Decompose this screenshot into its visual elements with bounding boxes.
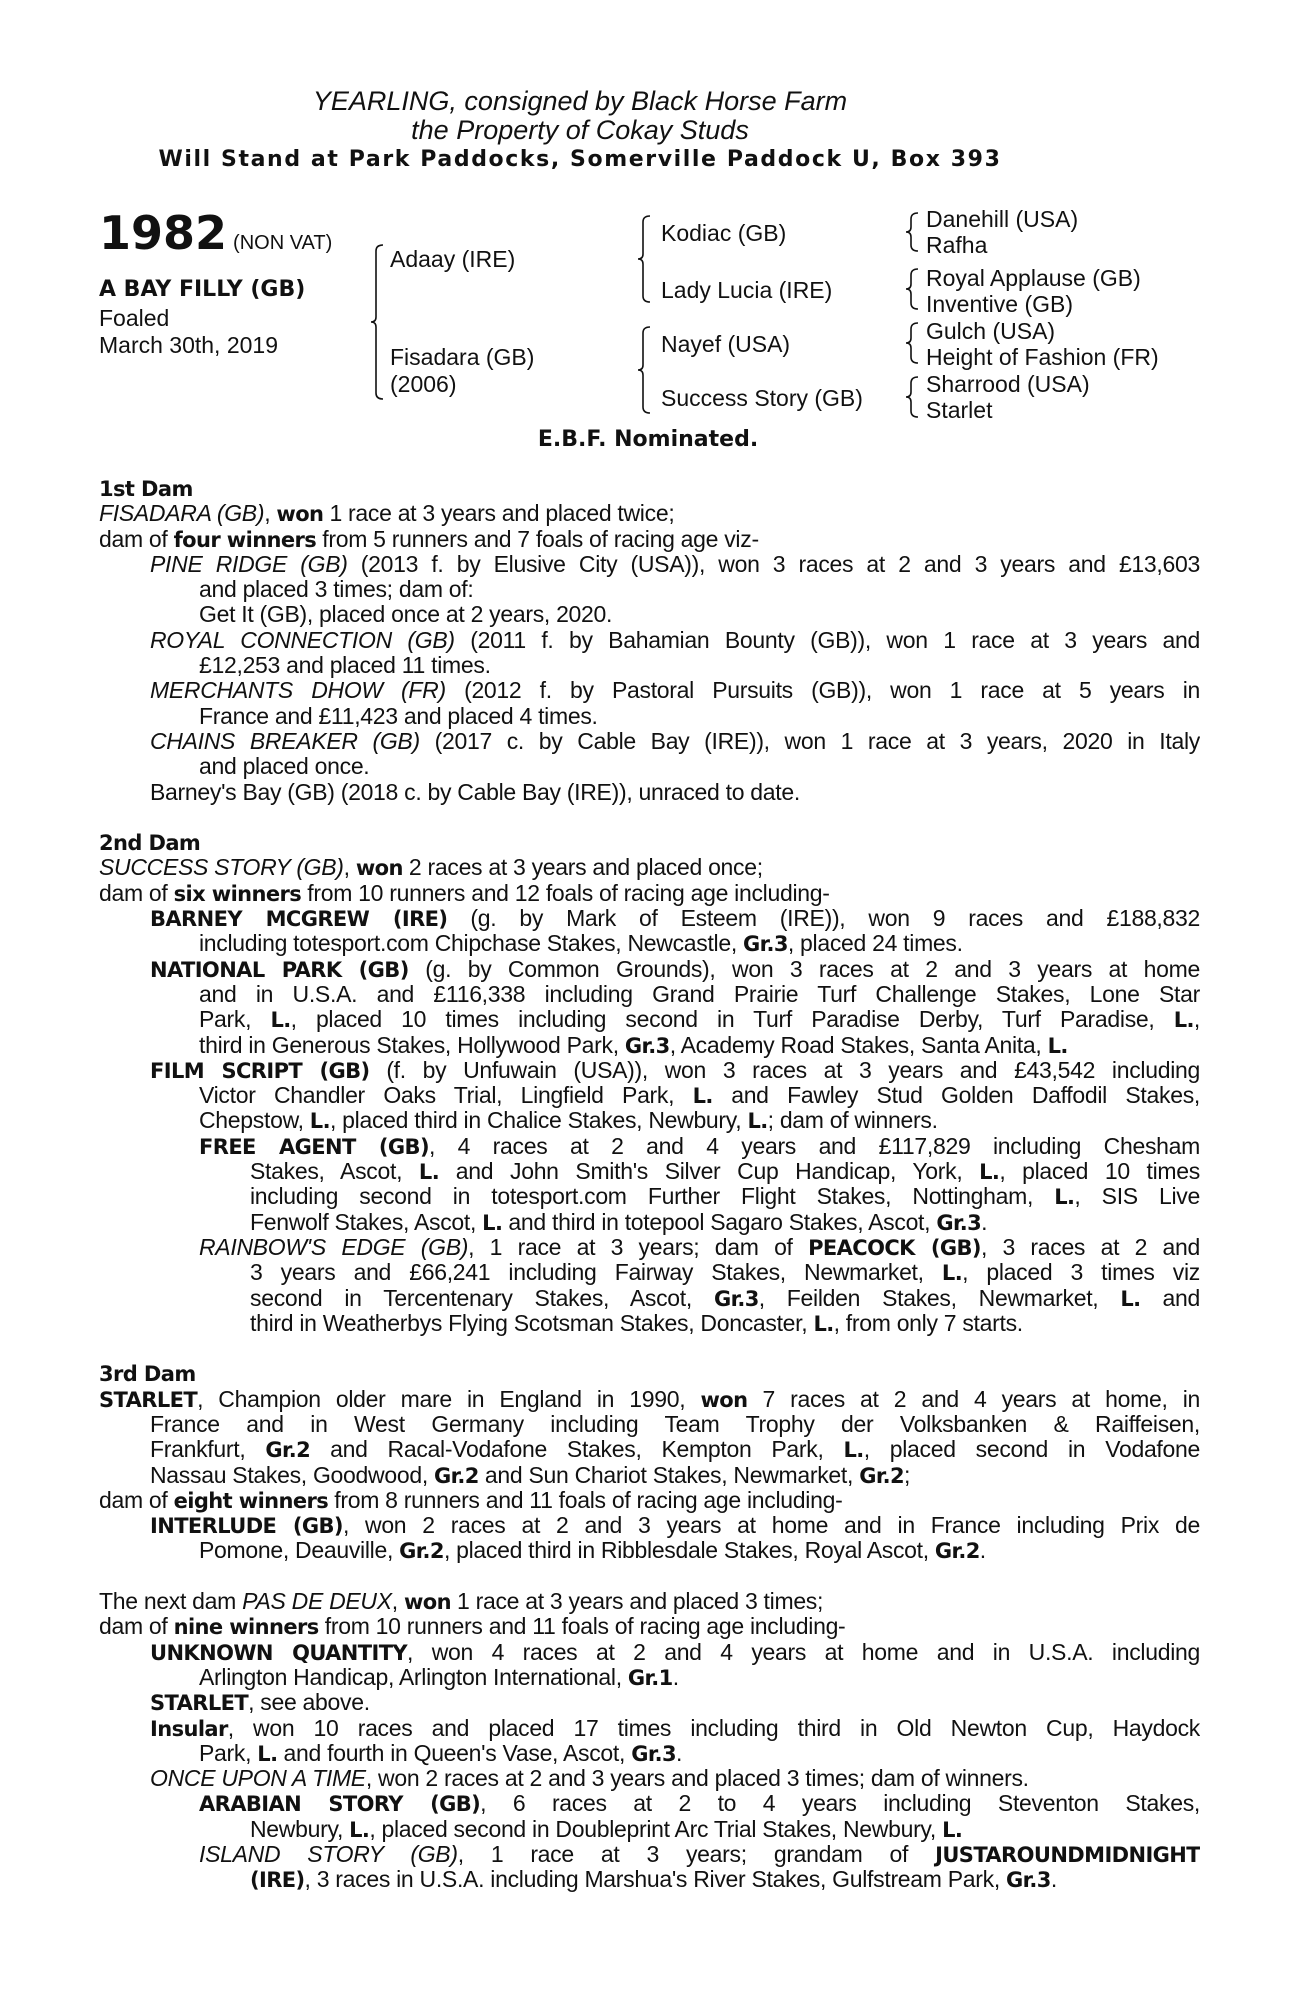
bold-text: won: [276, 502, 324, 527]
bold-text: Gr.2: [934, 1539, 980, 1564]
text-line: [199, 982, 1200, 1007]
text: , 3 races in U.S.A. including Marshua's River Stakes, Gulfstream Park,: [304, 1866, 1007, 1893]
brace-path: [906, 213, 918, 251]
text: , 1 race at 3 years; dam of: [468, 1234, 809, 1260]
brace-path: [638, 327, 650, 413]
text-line: [250, 1159, 1200, 1184]
text: Get It (GB), placed once at 2 years, 2020.: [199, 601, 613, 628]
entry-paragraph: [99, 1589, 1200, 1614]
text-line: [150, 1513, 1200, 1538]
bold-text: Insular: [150, 1716, 228, 1741]
text: Newbury,: [250, 1815, 350, 1842]
text: , 3 races at 2 and: [980, 1234, 1200, 1260]
text: and Sun Chariot Stakes, Newmarket,: [478, 1461, 860, 1488]
text: , won 4 races at 2 and 4 years at home and in U.S.A. including: [407, 1639, 1200, 1665]
dam-section: [99, 476, 1200, 805]
italic-text: FISADARA (GB): [99, 500, 265, 527]
text-line: [199, 1791, 1200, 1816]
bold-text: FREE AGENT (GB): [199, 1134, 429, 1159]
pedigree-brace: [905, 376, 921, 418]
text-line: [199, 1665, 1200, 1690]
text: .: [675, 1739, 683, 1766]
bold-text: L.: [1047, 1033, 1068, 1058]
text: , 1 race at 3 years; grandam of: [457, 1842, 936, 1868]
entry-paragraph: [99, 1640, 1200, 1691]
text-line: [150, 1766, 1200, 1791]
text: .: [981, 1208, 988, 1235]
bold-text: Gr.3: [936, 1210, 982, 1235]
text: 1 race at 3 years and placed twice;: [323, 500, 675, 527]
text-line: [199, 577, 1200, 602]
text: .: [1050, 1866, 1057, 1893]
entry-paragraph: [99, 1134, 1200, 1235]
text-line: [199, 1741, 1200, 1766]
text: ;: [903, 1461, 911, 1488]
bold-text: FILM SCRIPT (GB): [150, 1058, 370, 1083]
text: from 8 runners and 11 foals of racing age including-: [328, 1486, 843, 1513]
text: , won 2 races at 2 and 3 years and placed 3 times; dam of winners.: [365, 1765, 1029, 1792]
pedigree-dam-dam: Success Story (GB): [661, 385, 863, 411]
text: and placed 3 times; dam of:: [199, 576, 474, 603]
entry-paragraph: [99, 1513, 1200, 1564]
bold-text: UNKNOWN QUANTITY: [150, 1640, 408, 1665]
text: Victor Chandler Oaks Trial, Lingfield Park,: [199, 1083, 693, 1109]
text: The next dam: [99, 1588, 243, 1615]
pedigree-gen3: Royal Applause (GB): [926, 265, 1141, 291]
italic-text: MERCHANTS DHOW (FR): [150, 678, 446, 704]
entry-paragraph: [99, 1791, 1200, 1842]
bold-text: Gr.3: [1006, 1868, 1051, 1893]
bold-text: six winners: [173, 881, 302, 906]
text: Stakes, Ascot,: [250, 1159, 419, 1185]
bold-text: STARLET: [150, 1691, 249, 1716]
text: , placed third in Chalice Stakes, Newbury,: [329, 1107, 748, 1134]
text-line: [199, 704, 1200, 729]
text: (2013 f. by Elusive City (USA)), won 3 races at 2 and 3 years and £13,603: [347, 551, 1200, 577]
bold-text: STARLET: [99, 1387, 198, 1412]
pedigree-dam-sire: Nayef (USA): [661, 331, 791, 357]
bold-text: NATIONAL PARK (GB): [150, 957, 409, 982]
pedigree-gen3: Height of Fashion (FR): [926, 344, 1159, 370]
text: and Racal-Vodafone Stakes, Kempton Park,: [310, 1437, 844, 1463]
entry-paragraph: [99, 476, 1200, 501]
text: Nassau Stakes, Goodwood,: [150, 1461, 434, 1488]
bold-text: INTERLUDE (GB): [150, 1514, 343, 1539]
text-line: [199, 1033, 1200, 1058]
text: , Feilden Stakes, Newmarket,: [758, 1285, 1121, 1311]
entry-paragraph: [99, 1488, 1200, 1513]
text: dam of: [99, 525, 174, 552]
pedigree-gen3: Starlet: [926, 397, 993, 423]
text-line: [199, 754, 1200, 779]
pedigree-gen3: Rafha: [926, 232, 988, 258]
bold-text: L.: [1173, 1008, 1194, 1033]
bold-text: won: [700, 1387, 748, 1412]
bold-text: PEACOCK (GB): [808, 1235, 981, 1260]
dam-section: [99, 1361, 1200, 1563]
text: ,: [343, 854, 356, 881]
text: Park,: [199, 1007, 271, 1033]
entry-paragraph: [99, 1690, 1200, 1715]
entry-paragraph: [99, 1716, 1200, 1767]
text: , 4 races at 2 and 4 years and £117,829 including Chesham: [428, 1133, 1200, 1159]
entry-paragraph: [99, 906, 1200, 957]
entry-paragraph: [99, 678, 1200, 729]
text: France and in West Germany including Team Trophy der Volksbanken & Raiffeisen,: [150, 1411, 1200, 1437]
text: Pomone, Deauville,: [199, 1537, 400, 1564]
text-line: [99, 476, 1200, 501]
bold-text: L.: [482, 1210, 503, 1235]
bold-text: nine winners: [173, 1615, 319, 1640]
text: from 5 runners and 7 foals of racing age viz-: [316, 525, 759, 552]
bold-text: Gr.3: [631, 1741, 676, 1766]
bold-text: JUSTAROUNDMIDNIGHT: [935, 1843, 1200, 1868]
entry-paragraph: [99, 527, 1200, 552]
text-line: [99, 1488, 1200, 1513]
text-line: [150, 906, 1200, 931]
bold-text: L.: [1054, 1185, 1075, 1210]
bold-text: 1st Dam: [99, 477, 193, 501]
text: ,: [1193, 1007, 1200, 1033]
entry-paragraph: [99, 1842, 1200, 1893]
foaled-label: Foaled: [99, 305, 170, 331]
lot-number: [99, 206, 332, 260]
bold-text: Gr.2: [859, 1463, 904, 1488]
pedigree-gen3: Gulch (USA): [926, 318, 1056, 344]
entry-paragraph: [99, 628, 1200, 679]
entry-paragraph: [99, 1614, 1200, 1639]
text-line: [150, 780, 1200, 805]
bold-text: 3rd Dam: [99, 1362, 196, 1387]
text: , SIS Live: [1074, 1184, 1200, 1210]
italic-text: PAS DE DEUX: [242, 1588, 392, 1615]
text: and third in totepool Sagaro Stakes, Ascot,: [502, 1208, 937, 1235]
brace-path: [906, 269, 918, 309]
pedigree-sire-dam: Lady Lucia (IRE): [661, 277, 833, 303]
text-line: [199, 1007, 1200, 1032]
text-line: [150, 729, 1200, 754]
text: £12,253 and placed 11 times.: [199, 652, 491, 679]
text: , see above.: [248, 1689, 370, 1716]
text: , placed second in Doubleprint Arc Trial Stakes, Newbury,: [369, 1815, 943, 1842]
pedigree-brace: [637, 215, 653, 303]
text: , Academy Road Stakes, Santa Anita,: [669, 1031, 1048, 1058]
text-line: [199, 931, 1200, 956]
entry-paragraph: [99, 552, 1200, 603]
text-line: [150, 957, 1200, 982]
pedigree-gen3: Inventive (GB): [926, 291, 1073, 317]
text: and Fawley Stud Golden Daffodil Stakes,: [712, 1083, 1200, 1109]
text: , won 10 races and placed 17 times including third in Old Newton Cup, Haydock: [227, 1715, 1200, 1741]
text: Chepstow,: [199, 1107, 310, 1134]
header-consignor: YEARLING, consigned by Black Horse Farm: [312, 86, 848, 116]
bold-text: BARNEY MCGREW (IRE): [150, 907, 448, 932]
bold-text: L.: [418, 1160, 440, 1185]
text: including totesport.com Chipchase Stakes, Newcastle,: [199, 930, 744, 957]
entry-paragraph: [99, 501, 1200, 526]
text: 2 races at 3 years and placed once;: [402, 854, 763, 881]
text-line: [150, 1690, 1200, 1715]
bold-text: Gr.2: [434, 1463, 479, 1488]
text: Arlington Handicap, Arlington International,: [199, 1663, 628, 1690]
bold-text: ARABIAN STORY (GB): [199, 1792, 481, 1817]
pedigree-brace: [905, 268, 921, 310]
text: Frankfurt,: [150, 1437, 266, 1463]
text-line: [199, 1108, 1200, 1133]
brace-path: [371, 245, 383, 399]
bold-text: Gr.1: [627, 1665, 673, 1690]
text-line: [199, 1538, 1200, 1563]
text-line: [250, 1210, 1200, 1235]
text: and John Smith's Silver Cup Handicap, York,: [439, 1159, 980, 1185]
text: dam of: [99, 879, 174, 906]
text: (2017 c. by Cable Bay (IRE)), won 1 race at 3 years, 2020 in Italy: [419, 728, 1200, 754]
text-line: [199, 653, 1200, 678]
text-line: [99, 1614, 1200, 1639]
text: (2012 f. by Pastoral Pursuits (GB)), won 1 race at 5 years in: [445, 678, 1200, 704]
pedigree-brace: [905, 212, 921, 252]
text: and fourth in Queen's Vase, Ascot,: [277, 1739, 632, 1766]
text: , placed third in Ribblesdale Stakes, Royal Ascot,: [443, 1537, 935, 1564]
pedigree-sire: Adaay (IRE): [390, 246, 516, 272]
text: , placed 10 times: [999, 1159, 1200, 1185]
text-line: [99, 830, 1200, 855]
text: , Champion older mare in England in 1990,: [197, 1386, 701, 1412]
entry-paragraph: [99, 1235, 1200, 1336]
text: including second in totesport.com Further Flight Stakes, Nottingham,: [250, 1184, 1055, 1210]
entry-paragraph: [99, 1766, 1200, 1791]
text-line: [199, 1083, 1200, 1108]
bold-text: L.: [843, 1438, 864, 1463]
bold-text: (IRE): [250, 1868, 305, 1893]
text-line: [199, 602, 1200, 627]
text: , placed second in Vodafone: [863, 1437, 1200, 1463]
entry-paragraph: [99, 957, 1200, 1058]
text-line: [99, 501, 1200, 526]
text: ,: [391, 1588, 404, 1615]
text-line: [250, 1817, 1200, 1842]
text-line: [99, 855, 1200, 880]
text: dam of: [99, 1613, 174, 1640]
pedigree-dam: Fisadara (GB): [390, 344, 535, 370]
entry-paragraph: [99, 780, 1200, 805]
text-line: [99, 1387, 1200, 1412]
italic-text: RAINBOW'S EDGE (GB): [199, 1234, 469, 1260]
text: from 10 runners and 12 foals of racing age including-: [301, 879, 830, 906]
italic-text: PINE RIDGE (GB): [150, 551, 348, 577]
text-line: [250, 1311, 1200, 1336]
bold-text: L.: [813, 1311, 834, 1336]
text-line: [150, 1716, 1200, 1741]
text: , placed 10 times including second in Turf Paradise Derby, Turf Paradise,: [290, 1007, 1174, 1033]
bold-text: L.: [270, 1008, 291, 1033]
italic-text: SUCCESS STORY (GB): [99, 854, 344, 881]
text-line: [150, 552, 1200, 577]
text: Barney's Bay (GB) (2018 c. by Cable Bay (IRE)), unraced to date.: [150, 778, 800, 805]
text: , from only 7 starts.: [833, 1309, 1023, 1336]
bold-text: L.: [349, 1817, 370, 1842]
text: ; dam of winners.: [767, 1107, 938, 1134]
entry-paragraph: [99, 881, 1200, 906]
entry-paragraph: [99, 602, 1200, 627]
bold-text: eight winners: [173, 1488, 329, 1513]
lot-number-value: 1982: [99, 206, 228, 260]
text: ,: [264, 500, 277, 527]
text: Fenwolf Stakes, Ascot,: [250, 1208, 483, 1235]
header-location: Will Stand at Park Paddocks, Somerville Paddock U, Box 393: [158, 147, 1002, 172]
text-line: [99, 881, 1200, 906]
text-line: [199, 1134, 1200, 1159]
text-line: [99, 1589, 1200, 1614]
bold-text: four winners: [173, 527, 317, 552]
bold-text: Gr.3: [743, 932, 788, 957]
text: (f. by Unfuwain (USA)), won 3 races at 3 years and £43,542 including: [369, 1057, 1200, 1083]
pedigree-gen3: Danehill (USA): [926, 206, 1079, 232]
text: (2011 f. by Bahamian Bounty (GB)), won 1 race at 3 years and: [454, 627, 1200, 653]
pedigree-dam-year: (2006): [390, 371, 457, 397]
bold-text: won: [355, 856, 403, 881]
dam-section: [99, 1589, 1200, 1893]
brace-path: [638, 216, 650, 302]
pedigree-brace: [905, 322, 921, 364]
text: and: [1140, 1285, 1200, 1311]
text: , placed 24 times.: [787, 930, 963, 957]
text: and in U.S.A. and £116,338 including Grand Prairie Turf Challenge Stakes, Lone Star: [199, 981, 1200, 1007]
entry-paragraph: [99, 1361, 1200, 1386]
bold-text: L.: [257, 1741, 278, 1766]
bold-text: L.: [979, 1160, 1000, 1185]
header-property: the Property of Cokay Studs: [411, 115, 749, 145]
text-line: [99, 527, 1200, 552]
italic-text: ONCE UPON A TIME: [150, 1765, 366, 1792]
text-line: [150, 678, 1200, 703]
bold-text: Gr.2: [399, 1539, 444, 1564]
text: 7 races at 2 and 4 years at home, in: [747, 1386, 1200, 1412]
text: .: [979, 1537, 986, 1564]
entry-paragraph: [99, 1058, 1200, 1134]
italic-text: ISLAND STORY (GB): [199, 1842, 458, 1868]
text: 1 race at 3 years and placed 3 times;: [450, 1588, 824, 1615]
bold-text: L.: [692, 1084, 713, 1109]
bold-text: won: [403, 1590, 451, 1615]
text: second in Tercentenary Stakes, Ascot,: [250, 1285, 714, 1311]
vat-status: (NON VAT): [233, 232, 333, 254]
entry-paragraph: [99, 1387, 1200, 1488]
text: , 6 races at 2 to 4 years including Steventon Stakes,: [480, 1791, 1200, 1817]
text: France and £11,423 and placed 4 times.: [199, 702, 598, 729]
text: 3 years and £66,241 including Fairway Stakes, Newmarket,: [250, 1260, 942, 1286]
bold-text: L.: [942, 1817, 963, 1842]
text: third in Generous Stakes, Hollywood Park,: [199, 1031, 625, 1058]
foaled-date: March 30th, 2019: [99, 332, 279, 358]
text-line: [250, 1286, 1200, 1311]
text-line: [150, 628, 1200, 653]
bold-text: L.: [1120, 1286, 1141, 1311]
bold-text: 2nd Dam: [99, 831, 201, 856]
bold-text: L.: [941, 1261, 963, 1286]
text: , placed 3 times viz: [962, 1260, 1200, 1286]
text: .: [672, 1663, 679, 1690]
text-line: [150, 1412, 1200, 1437]
bold-text: Gr.3: [713, 1286, 759, 1311]
text: third in Weatherbys Flying Scotsman Stakes, Doncaster,: [250, 1309, 814, 1336]
entry-paragraph: [99, 855, 1200, 880]
pedigree-brace: [370, 244, 386, 400]
catalogue-body: [99, 476, 1200, 1918]
brace-path: [906, 377, 918, 417]
text: (g. by Mark of Esteem (IRE)), won 9 races and £188,832: [447, 906, 1200, 932]
dam-section: [99, 830, 1200, 1336]
text-line: [150, 1437, 1200, 1462]
text-line: [250, 1184, 1200, 1209]
text: , won 2 races at 2 and 3 years at home and in France including Prix de: [342, 1513, 1200, 1539]
pedigree-brace: [637, 326, 653, 414]
text: Park,: [199, 1739, 258, 1766]
entry-paragraph: [99, 830, 1200, 855]
text-line: [250, 1867, 1200, 1892]
text: from 10 runners and 11 foals of racing age including-: [318, 1613, 846, 1640]
text: (g. by Common Grounds), won 3 races at 2 and 3 years at home: [408, 956, 1200, 982]
text-line: [199, 1235, 1200, 1260]
entry-paragraph: [99, 729, 1200, 780]
bold-text: Gr.2: [265, 1438, 311, 1463]
bold-text: L.: [747, 1109, 768, 1134]
pedigree-sire-sire: Kodiac (GB): [661, 220, 787, 246]
text-line: [99, 1361, 1200, 1386]
bold-text: L.: [309, 1109, 330, 1134]
text-line: [199, 1842, 1200, 1867]
horse-description: A BAY FILLY (GB): [99, 277, 306, 302]
text-line: [150, 1058, 1200, 1083]
italic-text: CHAINS BREAKER (GB): [150, 728, 420, 754]
brace-path: [906, 323, 918, 363]
bold-text: Gr.3: [624, 1033, 670, 1058]
text: and placed once.: [199, 753, 370, 780]
pedigree-gen3: Sharrood (USA): [926, 371, 1090, 397]
text-line: [150, 1640, 1200, 1665]
text: dam of: [99, 1486, 174, 1513]
ebf-nomination: E.B.F. Nominated.: [537, 427, 759, 452]
text-line: [250, 1260, 1200, 1285]
italic-text: ROYAL CONNECTION (GB): [150, 627, 455, 653]
text-line: [150, 1463, 1200, 1488]
